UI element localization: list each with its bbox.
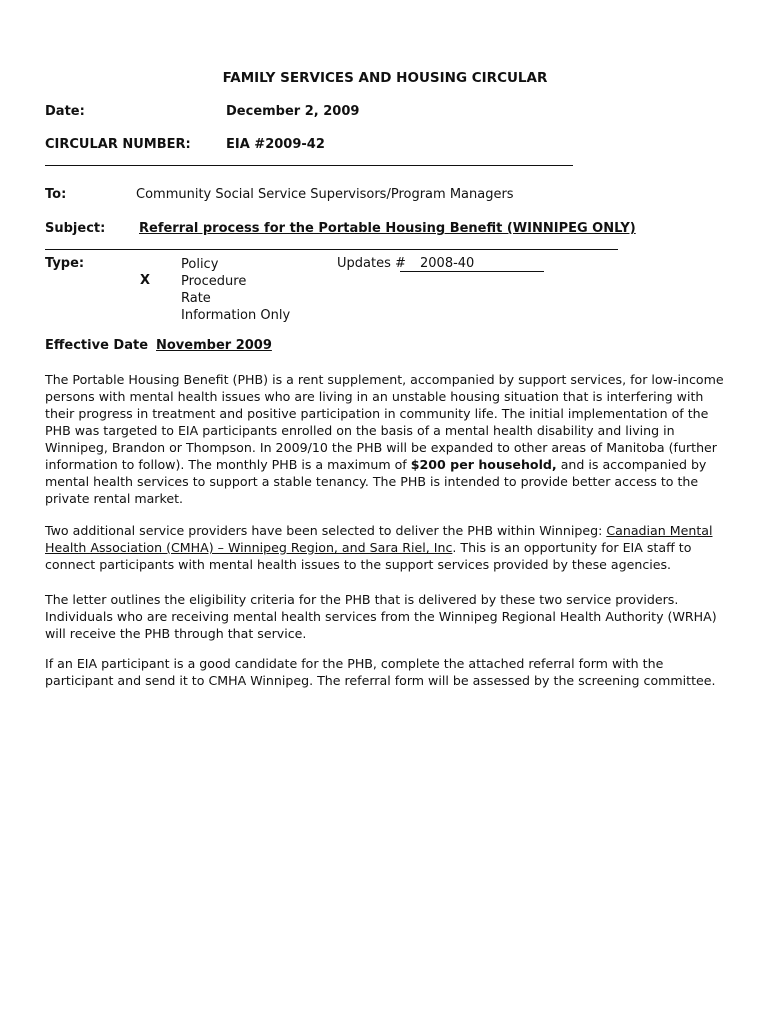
- type-option-procedure: Procedure: [181, 274, 247, 289]
- providers-text-end: . This is an opportunity for EIA staff to connect participants with mental health issues to the support services provided by these agencies.: [45, 540, 692, 572]
- subject-label: Subject:: [45, 221, 106, 236]
- overview-amount: $200 per household,: [410, 457, 557, 472]
- updates-field: [400, 256, 544, 272]
- effective-date-label: Effective Date: [45, 338, 149, 353]
- type-option-policy: Policy: [181, 257, 219, 272]
- paragraph-referral: [45, 655, 735, 689]
- header-divider: [45, 165, 573, 166]
- type-option-information-only: Information Only: [181, 308, 291, 323]
- type-option-rate: Rate: [181, 291, 211, 306]
- type-label: Type:: [45, 256, 85, 271]
- date-label: Date:: [45, 104, 85, 119]
- type-options: [181, 256, 290, 324]
- updates-value: 2008-40: [420, 256, 475, 271]
- providers-text-start: Two additional service providers have been selected to deliver the PHB within Winnipeg:: [45, 523, 607, 538]
- overview-text-start: The Portable Housing Benefit (PHB) is a rent supplement, accompanied by support services, for low-income persons with mental health issues who are living in an unstable housing situation that is interfering with their progress in treatment and positive participation in community life. The initial implementation of the PHB was targeted to EIA participants enrolled on the basis of a mental health disability and living in Winnipeg, Brandon or Thompson. In 2009/10 the PHB will be expanded to other areas of Manitoba (further information to follow). The monthly PHB is a maximum of: [45, 372, 724, 472]
- to-value: Community Social Service Supervisors/Program Managers: [136, 187, 514, 202]
- subject-value: Referral process for the Portable Housing Benefit (WINNIPEG ONLY): [139, 221, 636, 236]
- type-selected-mark: X: [140, 273, 151, 288]
- overview-text-end: and is accompanied by mental health services to support a stable tenancy. The PHB is intended to provide better access to the private rental market.: [45, 457, 707, 506]
- providers-link: Canadian Mental Health Association (CMHA) – Winnipeg Region, and Sara Riel, Inc: [45, 523, 713, 555]
- referral-text: If an EIA participant is a good candidate for the PHB, complete the attached referral form with the participant and send it to CMHA Winnipeg. The referral form will be assessed by the screening committee.: [45, 656, 716, 688]
- subject-divider: [45, 249, 618, 250]
- circular-number-label: CIRCULAR NUMBER:: [45, 137, 191, 152]
- document-title: FAMILY SERVICES AND HOUSING CIRCULAR: [222, 70, 548, 86]
- eligibility-text: The letter outlines the eligibility criteria for the PHB that is delivered by these two service providers. Individuals who are receiving mental health services from the Winnipeg Regional Health Authority (WRHA) will receive the PHB through that service.: [45, 592, 717, 641]
- circular-number-value: EIA #2009-42: [226, 137, 325, 152]
- paragraph-providers: [45, 522, 735, 573]
- date-value: December 2, 2009: [226, 104, 360, 119]
- to-label: To:: [45, 187, 67, 202]
- effective-date-value: November 2009: [156, 338, 272, 353]
- paragraph-eligibility: [45, 591, 735, 642]
- updates-label: Updates #: [337, 256, 406, 271]
- paragraph-overview: [45, 371, 735, 507]
